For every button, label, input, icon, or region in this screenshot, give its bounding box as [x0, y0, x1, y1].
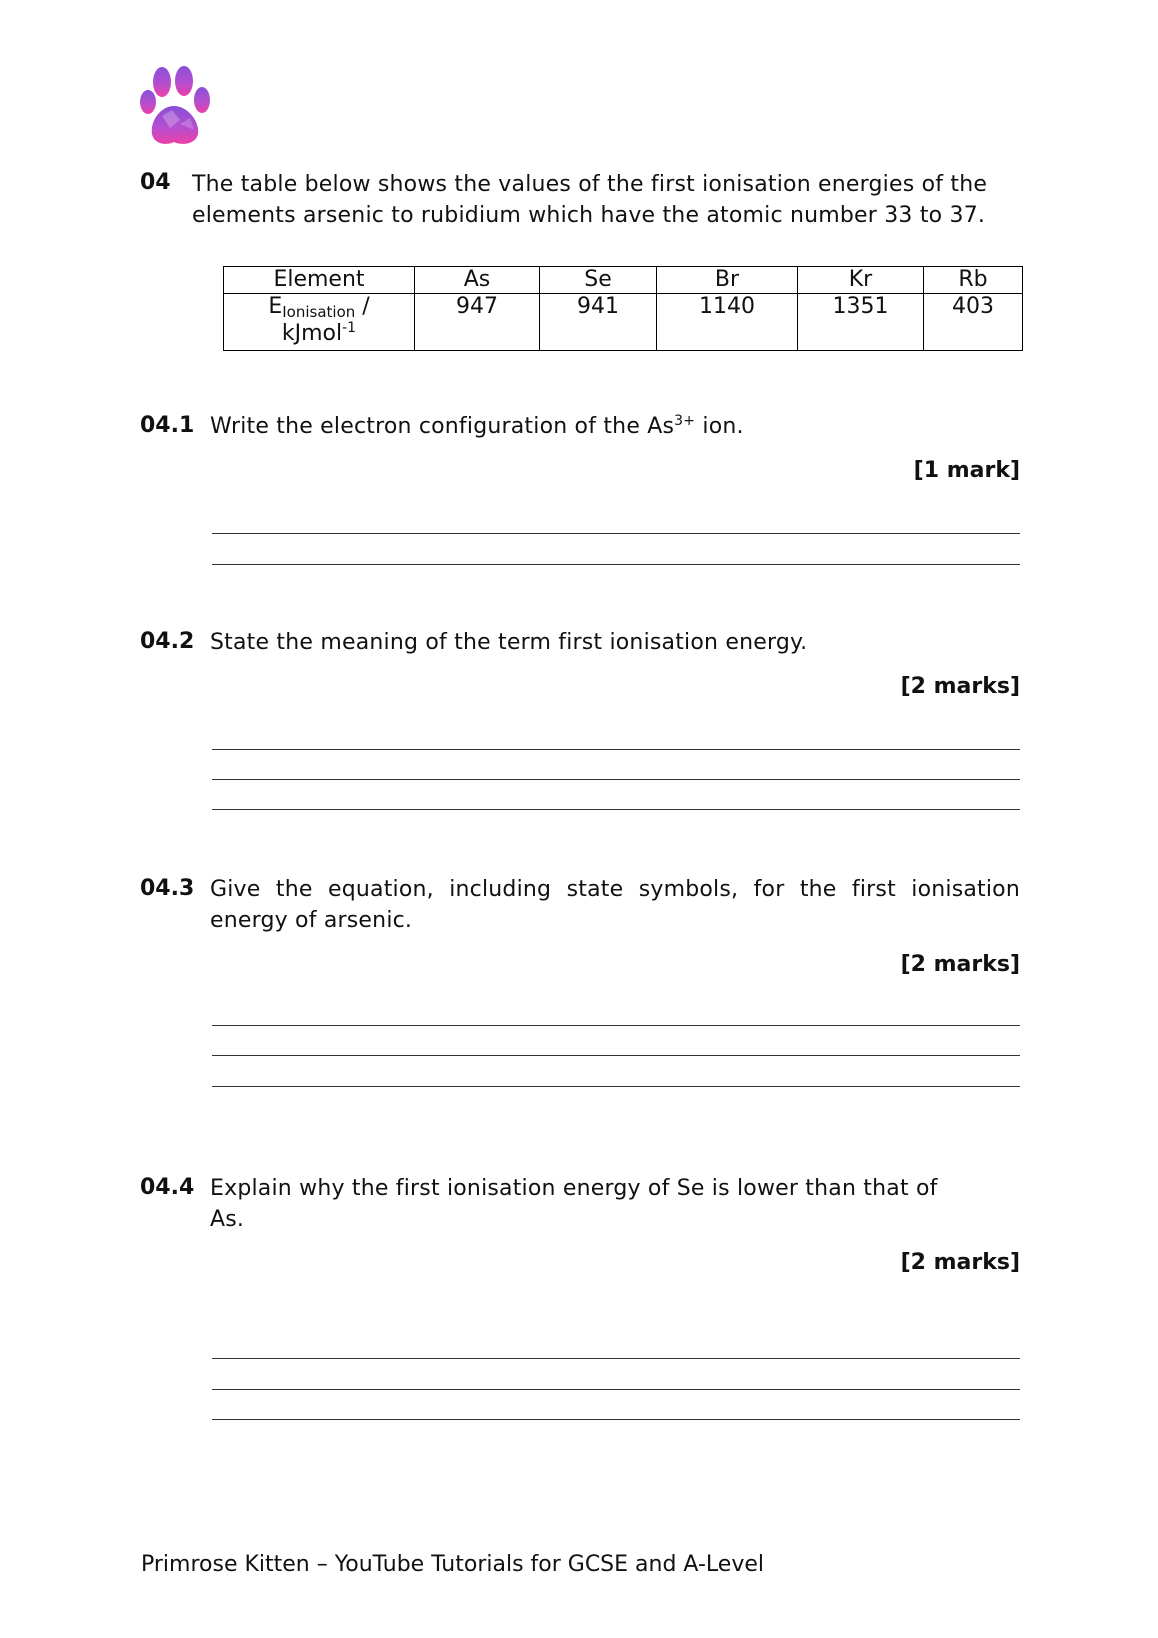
q2-marks: [2 marks]	[900, 674, 1020, 699]
answer-line[interactable]	[212, 533, 1020, 534]
table-row	[224, 294, 1023, 351]
q3-marks: [2 marks]	[900, 952, 1020, 977]
table-cell: 1351	[798, 294, 924, 351]
paw-logo-icon	[140, 66, 216, 148]
page-footer: Primrose Kitten – YouTube Tutorials for GCSE and A-Level	[141, 1552, 764, 1577]
table-cell: Se	[540, 267, 657, 294]
q2-number: 04.2	[140, 629, 195, 654]
q1-text	[210, 411, 1020, 445]
answer-line[interactable]	[212, 1055, 1020, 1056]
answer-line[interactable]	[212, 1419, 1020, 1420]
q4-text-line1: Explain why the first ionisation energy of Se is lower than that of	[210, 1176, 938, 1201]
q2-text: State the meaning of the term first ionisation energy.	[210, 630, 808, 655]
table-cell: Rb	[924, 267, 1023, 294]
answer-line[interactable]	[212, 779, 1020, 780]
table-cell: 941	[540, 294, 657, 351]
answer-line[interactable]	[212, 809, 1020, 810]
q3-text: Give the equation, including state symbols, for the first ionisation energy of arsenic.	[210, 877, 1020, 933]
q1-text-before: Write the electron configuration of the As	[210, 414, 675, 439]
energy-subscript: Ionisation	[282, 303, 356, 321]
table-cell: 947	[415, 294, 540, 351]
q4-text-line2: As.	[210, 1207, 245, 1232]
table-header-energy	[224, 294, 415, 351]
table-header-element: Element	[224, 267, 415, 294]
q1-ion-charge: 3+	[674, 413, 696, 429]
energy-unit-superscript: -1	[342, 320, 357, 336]
q1-text-after: ion.	[695, 414, 744, 439]
energy-symbol: E	[268, 294, 283, 319]
q4-number: 04.4	[140, 1175, 195, 1200]
table-cell: 1140	[657, 294, 798, 351]
question-intro: The table below shows the values of the first ionisation energies of the elements arsenic to rubidium which have the atomic number 33 to 37.	[192, 172, 988, 228]
question-number: 04	[140, 170, 171, 195]
q4-text	[210, 1173, 1020, 1235]
table-row	[224, 267, 1023, 294]
table-cell: As	[415, 267, 540, 294]
q1-number: 04.1	[140, 413, 195, 438]
table-cell: Br	[657, 267, 798, 294]
answer-line[interactable]	[212, 1389, 1020, 1390]
answer-line[interactable]	[212, 564, 1020, 565]
answer-line[interactable]	[212, 1025, 1020, 1026]
q4-marks: [2 marks]	[900, 1250, 1020, 1275]
answer-line[interactable]	[212, 1358, 1020, 1359]
table-cell: Kr	[798, 267, 924, 294]
table-cell: 403	[924, 294, 1023, 351]
q3-number: 04.3	[140, 876, 195, 901]
q1-marks: [1 mark]	[913, 458, 1020, 483]
answer-line[interactable]	[212, 1086, 1020, 1087]
ionisation-energy-table	[223, 266, 1023, 351]
energy-unit: kJmol	[281, 321, 343, 346]
energy-separator: /	[362, 294, 370, 319]
answer-line[interactable]	[212, 749, 1020, 750]
